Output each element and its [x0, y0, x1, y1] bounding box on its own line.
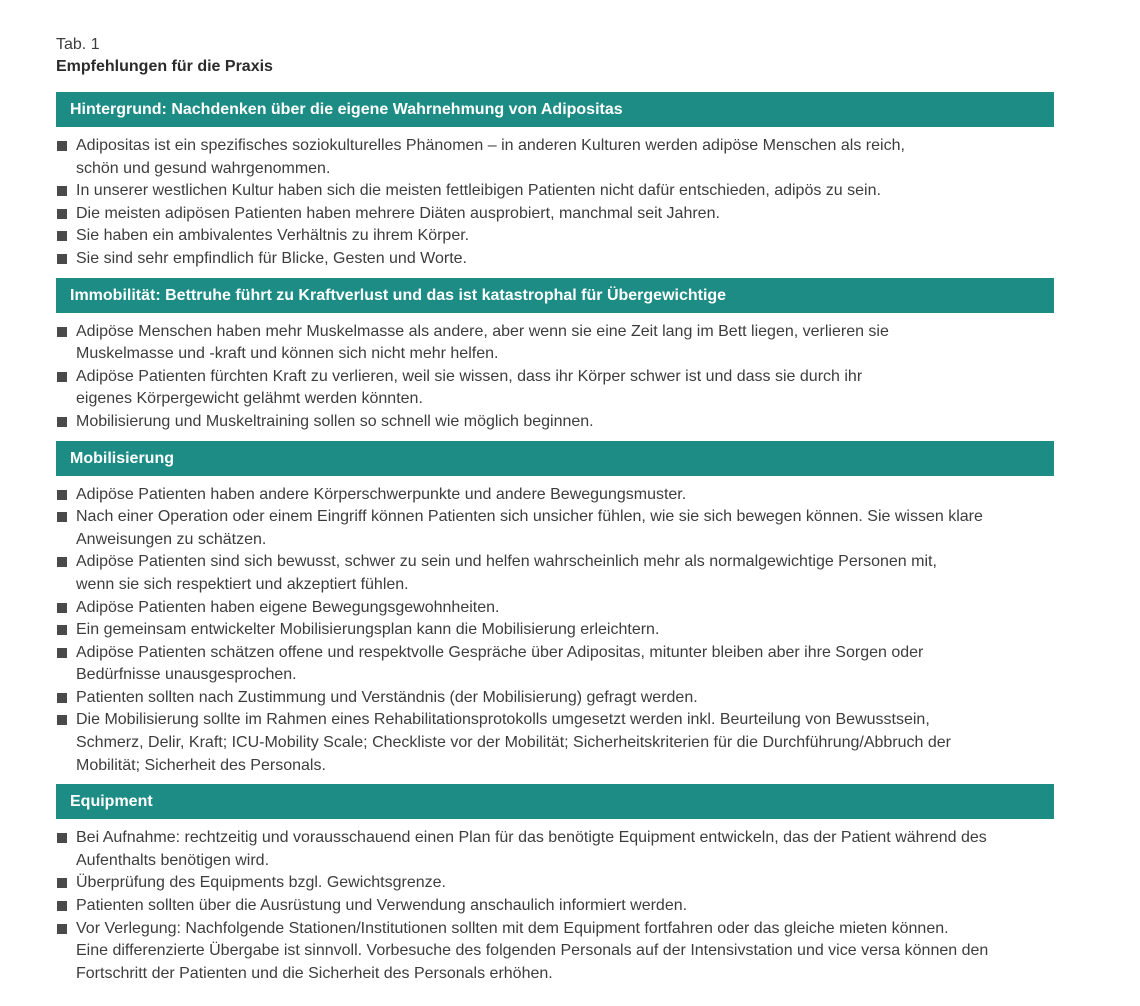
list-item-line: Bedürfnisse unausgesprochen.: [76, 666, 297, 684]
square-bullet-icon: [57, 254, 67, 264]
square-bullet-icon: [57, 512, 67, 522]
list-item-line: Anweisungen zu schätzen.: [76, 530, 267, 548]
list-item: [56, 180, 1054, 203]
table-label: Tab. 1: [56, 36, 100, 53]
list-item: [56, 321, 1054, 366]
square-bullet-icon: [57, 186, 67, 196]
list-item-line: Adipöse Menschen haben mehr Muskelmasse als andere, aber wenn sie eine Zeit lang im Bett liegen, verlieren sie: [76, 322, 889, 340]
list-item-line: Mobilisierung und Muskeltraining sollen so schnell wie möglich beginnen.: [76, 412, 594, 430]
square-bullet-icon: [57, 833, 67, 843]
list-item: [56, 619, 1054, 642]
list-item: [56, 203, 1054, 226]
square-bullet-icon: [57, 901, 67, 911]
bullet-list: [56, 313, 1054, 441]
list-item-line: Adipöse Patienten haben eigene Bewegungsgewohnheiten.: [76, 598, 500, 616]
list-item-line: Muskelmasse und -kraft und können sich nicht mehr helfen.: [76, 345, 499, 363]
square-bullet-icon: [57, 625, 67, 635]
table-title: Empfehlungen für die Praxis: [56, 58, 273, 75]
square-bullet-icon: [57, 603, 67, 613]
list-item: [56, 248, 1054, 271]
recommendations-table: [56, 34, 1054, 992]
section-heading: Equipment: [56, 784, 1054, 819]
table-sections: [56, 92, 1054, 992]
list-item: [56, 411, 1054, 434]
list-item-line: wenn sie sich respektiert und akzeptiert fühlen.: [76, 575, 409, 593]
list-item-line: In unserer westlichen Kultur haben sich die meisten fettleibigen Patienten nicht dafür entschieden, adipös zu sein.: [76, 182, 881, 200]
list-item-line: Adipöse Patienten schätzen offene und respektvolle Gespräche über Adipositas, mitunter bleiben aber ihre Sorgen oder: [76, 643, 924, 661]
bullet-list: [56, 127, 1054, 278]
list-item-line: Schmerz, Delir, Kraft; ICU-Mobility Scale; Checkliste vor der Mobilität; Sicherheitskriterien für die Durchführung/Abbruch der: [76, 734, 951, 752]
section-1: [56, 278, 1054, 441]
list-item-line: Vor Verlegung: Nachfolgende Stationen/Institutionen sollten mit dem Equipment fortfahren oder das gleiche mieten können.: [76, 919, 949, 937]
list-item-line: Sie sind sehr empfindlich für Blicke, Gesten und Worte.: [76, 249, 467, 267]
square-bullet-icon: [57, 231, 67, 241]
square-bullet-icon: [57, 417, 67, 427]
square-bullet-icon: [57, 327, 67, 337]
section-3: [56, 784, 1054, 992]
square-bullet-icon: [57, 372, 67, 382]
list-item: [56, 918, 1054, 986]
square-bullet-icon: [57, 693, 67, 703]
list-item: [56, 895, 1054, 918]
section-heading: Hintergrund: Nachdenken über die eigene Wahrnehmung von Adipositas: [56, 92, 1054, 127]
list-item-line: Adipöse Patienten sind sich bewusst, schwer zu sein und helfen wahrscheinlich mehr als normalgewichtige Personen mit,: [76, 553, 937, 571]
square-bullet-icon: [57, 924, 67, 934]
square-bullet-icon: [57, 648, 67, 658]
list-item-line: Die Mobilisierung sollte im Rahmen eines Rehabilitationsprotokolls umgesetzt werden inkl. Beurteilung von Bewusstsein,: [76, 711, 930, 729]
square-bullet-icon: [57, 878, 67, 888]
list-item: [56, 642, 1054, 687]
square-bullet-icon: [57, 715, 67, 725]
square-bullet-icon: [57, 141, 67, 151]
list-item-line: Eine differenzierte Übergabe ist sinnvoll. Vorbesuche des folgenden Personals auf der Intensivstation und vice versa können den: [76, 942, 989, 960]
list-item: [56, 827, 1054, 872]
bullet-list: [56, 819, 1054, 992]
list-item-line: Mobilität; Sicherheit des Personals.: [76, 756, 326, 774]
list-item-line: Fortschritt der Patienten und die Sicherheit des Personals erhöhen.: [76, 964, 553, 982]
list-item-line: Nach einer Operation oder einem Eingriff können Patienten sich unsicher fühlen, wie sie sich bewegen können. Sie wissen klare: [76, 508, 983, 526]
section-heading: Immobilität: Bettruhe führt zu Kraftverlust und das ist katastrophal für Übergewichtige: [56, 278, 1054, 313]
list-item: [56, 709, 1054, 777]
list-item-line: Adipositas ist ein spezifisches soziokulturelles Phänomen – in anderen Kulturen werden adipöse Menschen als reich,: [76, 137, 905, 154]
list-item-line: Ein gemeinsam entwickelter Mobilisierungsplan kann die Mobilisierung erleichtern.: [76, 621, 660, 639]
square-bullet-icon: [57, 557, 67, 567]
section-heading: Mobilisierung: [56, 441, 1054, 476]
list-item-line: Patienten sollten nach Zustimmung und Verständnis (der Mobilisierung) gefragt werden.: [76, 688, 698, 706]
section-2: [56, 441, 1054, 785]
list-item-line: Patienten sollten über die Ausrüstung und Verwendung anschaulich informiert werden.: [76, 897, 688, 915]
list-item: [56, 597, 1054, 620]
list-item-line: Aufenthalts benötigen wird.: [76, 851, 270, 869]
list-item-line: Überprüfung des Equipments bzgl. Gewichtsgrenze.: [76, 874, 446, 892]
list-item-line: eigenes Körpergewicht gelähmt werden könnten.: [76, 390, 423, 408]
list-item: [56, 135, 1054, 180]
list-item: [56, 551, 1054, 596]
list-item-line: Adipöse Patienten fürchten Kraft zu verlieren, weil sie wissen, dass ihr Körper schwer ist und dass sie durch ihr: [76, 367, 863, 385]
list-item-line: Sie haben ein ambivalentes Verhältnis zu ihrem Körper.: [76, 227, 470, 245]
list-item: [56, 687, 1054, 710]
square-bullet-icon: [57, 209, 67, 219]
list-item-line: Bei Aufnahme: rechtzeitig und vorausschauend einen Plan für das benötigte Equipment entwickeln, das der Patient während des: [76, 829, 987, 847]
list-item: [56, 366, 1054, 411]
list-item: [56, 484, 1054, 507]
section-0: [56, 92, 1054, 278]
list-item: [56, 225, 1054, 248]
bullet-list: [56, 476, 1054, 785]
list-item: [56, 872, 1054, 895]
list-item-line: Die meisten adipösen Patienten haben mehrere Diäten ausprobiert, manchmal seit Jahren.: [76, 204, 720, 222]
list-item-line: schön und gesund wahrgenommen.: [76, 159, 331, 177]
square-bullet-icon: [57, 490, 67, 500]
list-item-line: Adipöse Patienten haben andere Körperschwerpunkte und andere Bewegungsmuster.: [76, 485, 687, 503]
list-item: [56, 506, 1054, 551]
